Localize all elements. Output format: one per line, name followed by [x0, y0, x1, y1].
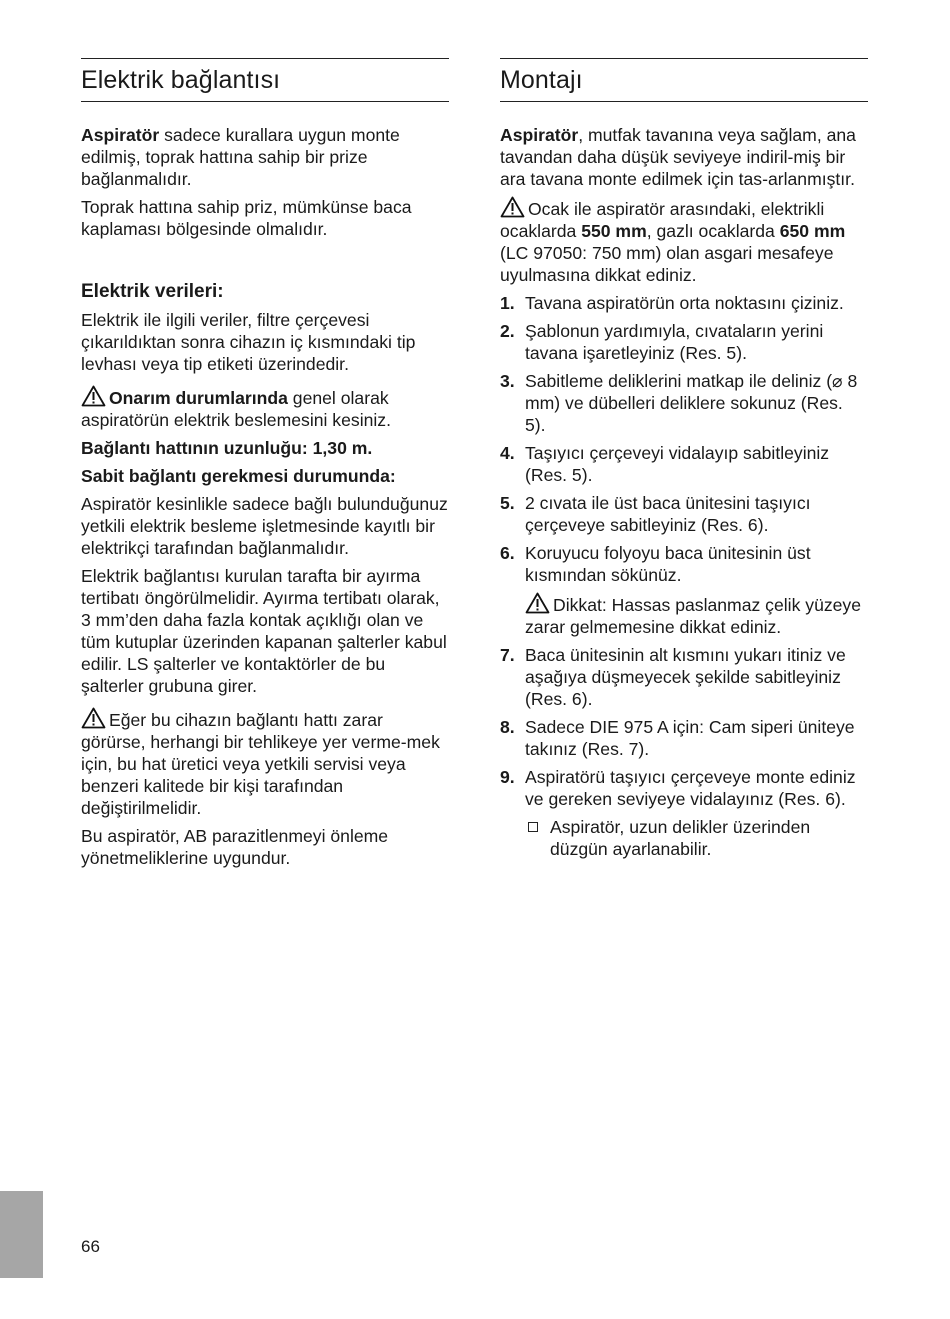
step-item — [500, 492, 868, 536]
step-text: 2 cıvata ile üst baca ünitesini taşıyıcı çerçeveye sabitleyiniz (Res. 6). — [525, 493, 811, 535]
section-header — [500, 58, 868, 102]
paragraph: Elektrik ile ilgili veriler, filtre çerçevesi çıkarıldıktan sonra cihazın iç kısmındaki tip levhası veya tip etiketi üzerindedir. — [81, 310, 416, 374]
text: , mutfak tavanına veya sağlam, ana tavandan daha düşük seviyeye indiril-miş bir ara tavana monte edilmek için tas-arlanmıştır. — [500, 125, 856, 189]
warning-triangle-icon — [525, 592, 550, 614]
text: Ocak ile aspiratör arasındaki, elektrikli ocaklarda — [500, 199, 825, 241]
paragraph — [81, 124, 449, 190]
text: (LC 97050: 750 mm) olan asgari mesafeye uyulmasına dikkat ediniz. — [500, 243, 834, 285]
step-number: 3. — [500, 371, 515, 391]
step-number: 6. — [500, 543, 515, 563]
step-item — [500, 716, 868, 760]
page-number: 66 — [81, 1237, 100, 1256]
step-number: 5. — [500, 493, 515, 513]
step-item — [500, 766, 868, 860]
note-text: Dikkat: Hassas paslanmaz çelik yüzeye zarar gelmemesine dikkat ediniz. — [525, 595, 862, 637]
step-text: Tavana aspiratörün orta noktasını çiziniz. — [525, 293, 844, 313]
step-text: Baca ünitesinin alt kısmını yukarı itiniz ve aşağıya düşmeyecek şekilde sabitleyiniz (Res. 6). — [525, 645, 846, 709]
text: sadece kurallara uygun monte edilmiş, toprak hattına sahip bir prize bağlanmalıdır. — [81, 125, 400, 189]
warning-triangle-icon — [81, 385, 106, 407]
paragraph: Aspiratör kesinlikle sadece bağlı bulunduğunuz yetkili elektrik besleme işletmesinde kayıtlı bir elektrikçi tarafından bağlanmalıdır. — [81, 494, 448, 558]
step-number: 4. — [500, 443, 515, 463]
step-number: 1. — [500, 293, 515, 313]
step-text: Şablonun yardımıyla, cıvataların yerini tavana işaretleyiniz (Res. 5). — [525, 321, 824, 363]
step-item — [500, 370, 868, 436]
step-number: 9. — [500, 767, 515, 787]
text: Eğer bu cihazın bağlantı hattı zarar görürse, herhangi bir tehlikeye yer verme-mek için, bu hat üretici veya yetkili servisi veya benzeri kalitede bir kişi tarafından değiştirilmelidir. — [81, 710, 440, 818]
checkbox-icon — [528, 822, 538, 832]
bold-term: 550 mm — [581, 221, 647, 241]
fixed-connection-heading: Sabit bağlantı gerekmesi durumunda: — [81, 466, 396, 486]
bold-line — [81, 465, 449, 487]
step-number: 2. — [500, 321, 515, 341]
step-item — [500, 442, 868, 486]
checklist-item — [525, 816, 868, 860]
text: , gazlı ocaklarda — [646, 221, 780, 241]
section-title: Elektrik bağlantısı — [81, 65, 281, 94]
warning-paragraph — [81, 385, 449, 431]
warning-triangle-icon — [500, 196, 525, 218]
step-text: Taşıyıcı çerçeveyi vidalayıp sabitleyiniz (Res. 5). — [525, 443, 830, 485]
step-text: Sadece DIE 975 A için: Cam siperi üniteye takınız (Res. 7). — [525, 717, 855, 759]
step-text: Koruyucu folyoyu baca ünitesinin üst kısmından sökünüz. — [525, 543, 811, 585]
bold-term: 650 mm — [779, 221, 846, 241]
step-item — [500, 292, 868, 314]
step-item — [500, 320, 868, 364]
check-text: Aspiratör, uzun delikler üzerinden düzgün ayarlanabilir. — [550, 817, 811, 859]
paragraph — [500, 124, 868, 190]
bold-term: Aspiratör — [81, 125, 160, 145]
step-item — [500, 542, 868, 638]
step-text: Aspiratörü taşıyıcı çerçeveye monte ediniz ve gereken seviyeye vidalayınız (Res. 6). — [525, 767, 856, 809]
paragraph: Elektrik bağlantısı kurulan tarafta bir ayırma tertibatı öngörülmelidir. Ayırma tertibatı olarak, 3 mm’den daha fazla kontak açıklığı olan ve tüm kutuplar üzerinden kapanan şalterler kabul edilir. LS şalterler ve kontaktörler de bu şalterler grubuna girer. — [81, 566, 447, 696]
length-spec: Bağlantı hattının uzunluğu: 1,30 m. — [81, 438, 373, 458]
warning-paragraph — [500, 196, 868, 286]
installation-steps — [500, 292, 868, 860]
section-title: Montajı — [500, 65, 583, 94]
section-header — [81, 58, 449, 102]
bold-line — [81, 437, 449, 459]
step-text: Sabitleme deliklerini matkap ile deliniz (⌀ 8 mm) ve dübelleri deliklere sokunuz (Res. 5). — [525, 371, 858, 435]
paragraph: Bu aspiratör, AB parazitlenmeyi önleme yönetmeliklerine uygundur. — [81, 826, 389, 868]
page-edge-tab — [0, 1191, 43, 1278]
step-warning-note — [525, 592, 868, 638]
bold-term: Aspiratör — [500, 125, 579, 145]
text: genel olarak aspiratörün elektrik beslemesini kesiniz. — [81, 388, 391, 430]
warning-paragraph — [81, 707, 449, 819]
step-item — [500, 644, 868, 710]
step-number: 8. — [500, 717, 515, 737]
right-column — [500, 58, 868, 866]
bold-term: Onarım durumlarında — [109, 388, 288, 408]
warning-triangle-icon — [81, 707, 106, 729]
step-number: 7. — [500, 645, 515, 665]
left-column — [81, 58, 449, 875]
subheading: Elektrik verileri: — [81, 281, 224, 302]
paragraph: Toprak hattına sahip priz, mümkünse baca kaplaması bölgesinde olmalıdır. — [81, 197, 412, 239]
